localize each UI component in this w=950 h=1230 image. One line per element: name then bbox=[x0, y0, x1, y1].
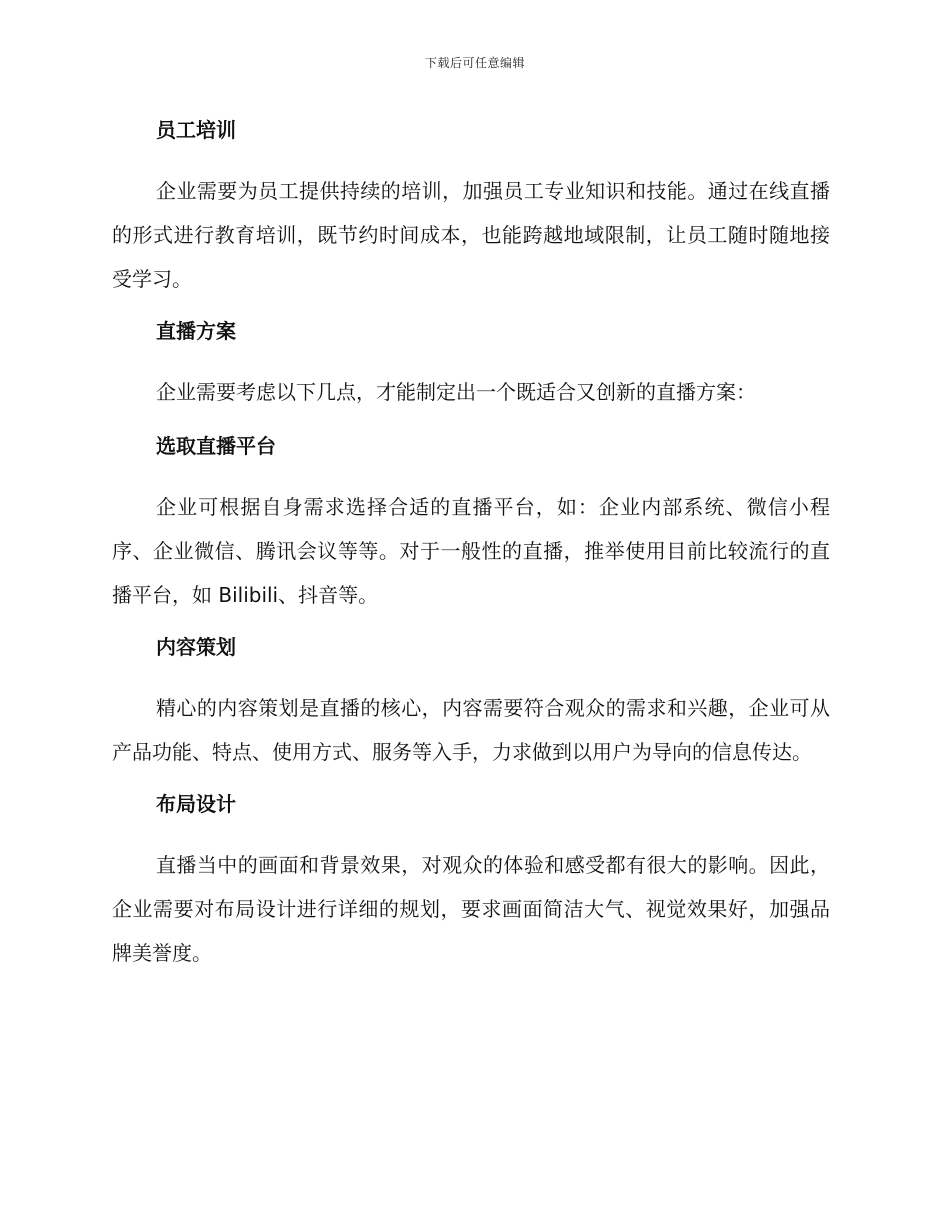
section-live-plan bbox=[112, 313, 830, 414]
section-layout-design bbox=[112, 786, 830, 975]
section-staff-training bbox=[112, 112, 830, 301]
section-content-planning bbox=[112, 629, 830, 774]
section-heading: 布局设计 bbox=[156, 792, 236, 816]
header-note: 下载后可任意编辑 bbox=[424, 56, 525, 70]
section-heading: 员工培训 bbox=[156, 118, 236, 142]
section-choose-platform bbox=[112, 428, 830, 617]
section-heading: 内容策划 bbox=[156, 635, 236, 659]
section-heading: 直播方案 bbox=[156, 319, 236, 343]
section-paragraph: 企业需要为员工提供持续的培训，加强员工专业知识和技能。通过在线直播的形式进行教育培训，既节约时间成本，也能跨越地域限制，让员工随时随地接受学习。 bbox=[112, 179, 830, 291]
section-paragraph: 精心的内容策划是直播的核心，内容需要符合观众的需求和兴趣，企业可从产品功能、特点、使用方式、服务等入手，力求做到以用户为导向的信息传达。 bbox=[112, 696, 830, 764]
section-paragraph: 企业可根据自身需求选择合适的直播平台，如：企业内部系统、微信小程序、企业微信、腾讯会议等等。对于一般性的直播，推举使用目前比较流行的直播平台，如 Bilibili、抖音等。 bbox=[112, 495, 830, 607]
document-body bbox=[112, 112, 830, 987]
section-paragraph: 企业需要考虑以下几点，才能制定出一个既适合又创新的直播方案： bbox=[156, 380, 756, 404]
section-paragraph: 直播当中的画面和背景效果，对观众的体验和感受都有很大的影响。因此，企业需要对布局设计进行详细的规划，要求画面简洁大气、视觉效果好，加强品牌美誉度。 bbox=[112, 853, 830, 965]
section-heading: 选取直播平台 bbox=[156, 434, 276, 458]
